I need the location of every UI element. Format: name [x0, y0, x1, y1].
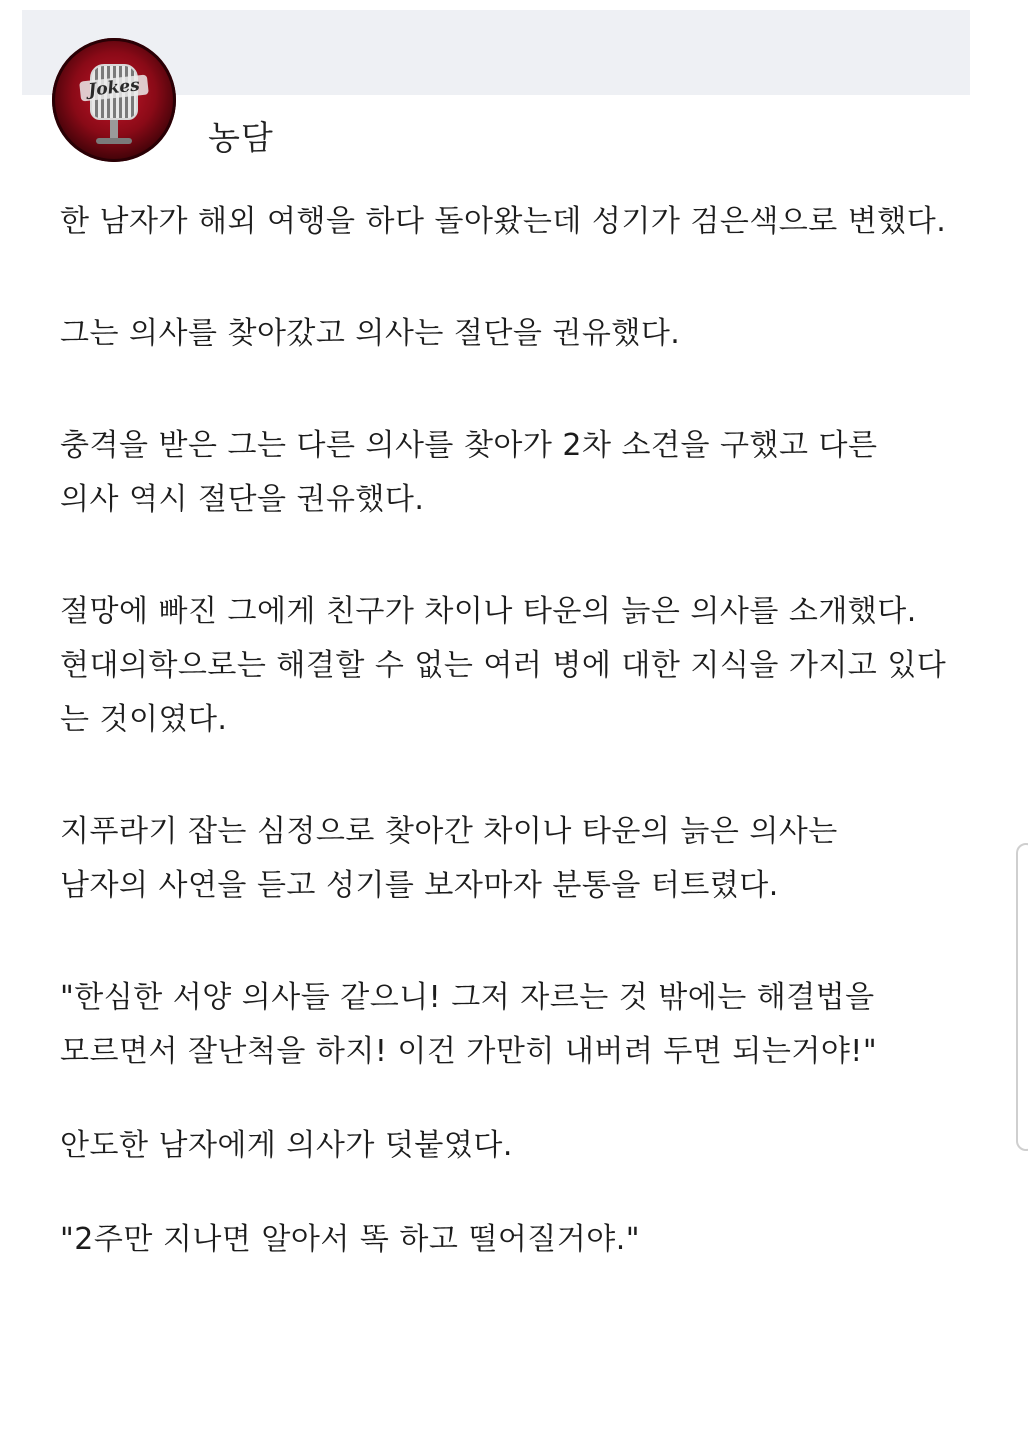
avatar-logo-text: Jokes — [79, 75, 149, 102]
text-line: 현대의학으로는 해결할 수 없는 여러 병에 대한 지식을 가지고 있다 — [60, 648, 947, 683]
paragraph-6 — [60, 971, 980, 1079]
microphone-base-icon — [96, 138, 132, 144]
channel-header — [52, 38, 274, 162]
avatar[interactable] — [52, 38, 176, 162]
paragraph-8 — [60, 1213, 980, 1267]
text-line: 의사 역시 절단을 권유했다. — [60, 482, 425, 517]
paragraph-7 — [60, 1119, 980, 1173]
text-line: 충격을 받은 그는 다른 의사를 찾아가 2차 소견을 구했고 다른 — [60, 428, 878, 463]
text-line: 는 것이였다. — [60, 702, 228, 737]
paragraph-5 — [60, 805, 980, 913]
text-line: 남자의 사연을 듣고 성기를 보자마자 분통을 터트렸다. — [60, 868, 779, 903]
scrollbar-handle[interactable] — [1016, 843, 1028, 1151]
paragraph-3 — [60, 419, 980, 527]
text-line: 한 남자가 해외 여행을 하다 돌아왔는데 성기가 검은색으로 변했다. — [60, 204, 947, 239]
paragraph-4 — [60, 585, 980, 747]
text-line: 안도한 남자에게 의사가 덧붙였다. — [60, 1128, 513, 1163]
text-line: "2주만 지나면 알아서 똑 하고 떨어질거야." — [60, 1222, 641, 1257]
text-line: 모르면서 잘난척을 하지! 이건 가만히 내버려 두면 되는거야!" — [60, 1034, 878, 1069]
channel-name[interactable]: 농담 — [208, 117, 274, 157]
article-body — [60, 195, 980, 1325]
text-line: 지푸라기 잡는 심정으로 찾아간 차이나 타운의 늙은 의사는 — [60, 814, 838, 849]
text-line: "한심한 서양 의사들 같으니! 그저 자르는 것 밖에는 해결법을 — [60, 980, 875, 1015]
text-line: 그는 의사를 찾아갔고 의사는 절단을 권유했다. — [60, 316, 681, 351]
paragraph-1 — [60, 195, 980, 249]
paragraph-2 — [60, 307, 980, 361]
text-line: 절망에 빠진 그에게 친구가 차이나 타운의 늙은 의사를 소개했다. — [60, 594, 917, 629]
